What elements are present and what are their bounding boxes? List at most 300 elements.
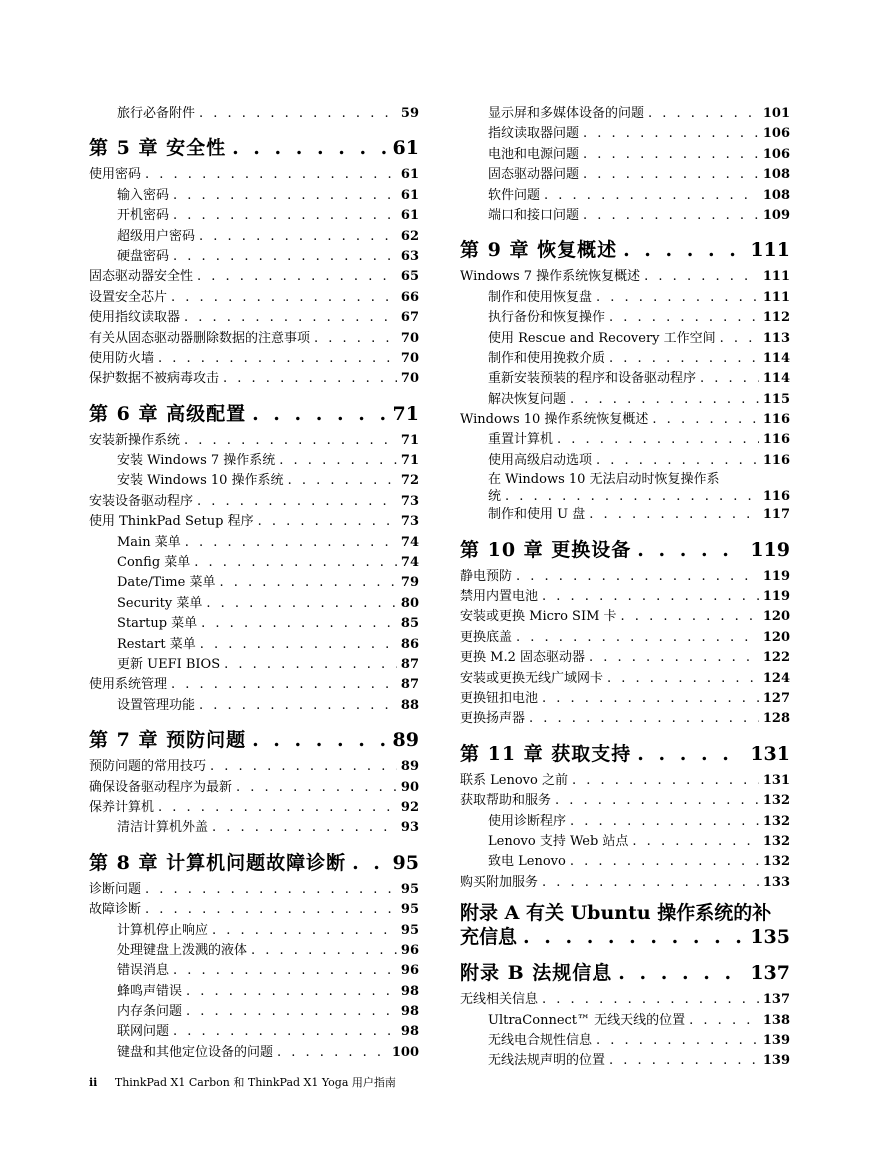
entry-page-number: 85 — [400, 616, 419, 632]
entry-title: 制作和使用挽救介质 — [488, 350, 606, 366]
dot-leader — [621, 607, 759, 627]
entry-title: 更新 UEFI BIOS — [117, 656, 221, 672]
dot-leader — [279, 451, 397, 471]
dot-leader — [570, 852, 759, 872]
toc-entry[interactable] — [460, 349, 790, 369]
toc-entry[interactable] — [89, 696, 419, 716]
dot-leader — [637, 534, 744, 567]
entry-title: 旅行必备附件 — [117, 106, 196, 121]
entry-title: 安装 Windows 10 操作系统 — [117, 473, 284, 489]
entry-title: Windows 7 操作系统恢复概述 — [460, 269, 641, 285]
entry-title: 键盘和其他定位设备的问题 — [117, 1044, 274, 1060]
dot-leader — [596, 288, 759, 308]
entry-page-number: 73 — [400, 514, 419, 530]
entry-title: 更换扬声器 — [460, 711, 526, 727]
chapter-page-number: 111 — [750, 239, 790, 262]
entry-title: 安装新操作系统 — [89, 432, 181, 448]
chapter-heading[interactable] — [89, 724, 419, 757]
toc-entry[interactable] — [460, 587, 790, 607]
dot-leader — [201, 614, 397, 634]
entry-title: Config 菜单 — [117, 555, 191, 571]
dot-leader — [314, 329, 397, 349]
dot-leader — [197, 492, 397, 512]
entry-page-number: 71 — [400, 453, 419, 469]
toc-entry[interactable] — [460, 471, 790, 505]
toc-entry[interactable] — [89, 431, 419, 451]
entry-title: Windows 10 操作系统恢复概述 — [460, 412, 649, 428]
entry-page-number: 74 — [400, 555, 419, 571]
chapter-heading[interactable] — [89, 847, 419, 880]
entry-title: 使用指纹读取器 — [89, 310, 181, 326]
toc-entry[interactable] — [89, 227, 419, 247]
entry-title: 使用防火墙 — [89, 350, 155, 366]
entry-title: 禁用内置电池 — [460, 589, 539, 605]
chapter-page-number: 137 — [750, 962, 790, 985]
entry-title: 设置管理功能 — [117, 697, 196, 713]
entry-title: 内存条问题 — [117, 1004, 183, 1020]
entry-page-number: 132 — [762, 813, 790, 829]
dot-leader — [200, 635, 397, 655]
dot-leader — [212, 818, 397, 838]
entry-page-number: 88 — [400, 697, 419, 713]
entry-page-number: 66 — [400, 289, 419, 305]
entry-page-number: 70 — [400, 350, 419, 366]
toc-entry[interactable] — [89, 675, 419, 695]
toc-entry[interactable] — [460, 430, 790, 450]
toc-entry[interactable] — [460, 505, 790, 525]
toc-entry[interactable] — [89, 471, 419, 491]
toc-entry[interactable] — [89, 492, 419, 512]
toc-entry[interactable] — [89, 288, 419, 308]
entry-title: 重置计算机 — [488, 432, 554, 448]
toc-entry[interactable] — [89, 941, 419, 961]
dot-leader — [589, 505, 759, 525]
entry-title: 购买附加服务 — [460, 874, 539, 890]
dot-leader — [632, 832, 758, 852]
entry-page-number: 100 — [391, 1044, 419, 1060]
entry-page-number: 95 — [400, 881, 419, 897]
entry-title: 更换底盖 — [460, 629, 513, 645]
dot-leader — [609, 1051, 759, 1071]
dot-leader — [184, 308, 397, 328]
entry-title: 无线相关信息 — [460, 992, 539, 1008]
toc-entry[interactable] — [89, 349, 419, 369]
chapter-title: 第 7 章 预防问题 — [89, 729, 247, 752]
toc-entry[interactable] — [89, 921, 419, 941]
entry-page-number: 87 — [400, 656, 419, 672]
toc-entry[interactable] — [89, 267, 419, 287]
toc-entry[interactable] — [89, 655, 419, 675]
entry-title: 获取帮助和服务 — [460, 793, 552, 809]
toc-entry[interactable] — [89, 186, 419, 206]
dot-leader — [689, 1011, 759, 1031]
entry-page-number: 96 — [400, 963, 419, 979]
toc-left-column — [89, 104, 419, 1063]
entry-page-number: 113 — [762, 330, 790, 346]
dot-leader — [583, 206, 759, 226]
entry-page-number: 109 — [762, 207, 790, 223]
entry-title: 使用系统管理 — [89, 677, 168, 693]
dot-leader — [210, 757, 397, 777]
dot-leader — [542, 990, 759, 1010]
toc-entry[interactable] — [460, 990, 790, 1010]
dot-leader — [637, 738, 744, 771]
dot-leader — [609, 349, 759, 369]
dot-leader — [171, 675, 397, 695]
dot-leader — [236, 778, 397, 798]
entry-title: Startup 菜单 — [117, 616, 198, 632]
toc-entry[interactable] — [460, 145, 790, 165]
entry-page-number: 116 — [762, 489, 790, 505]
entry-page-number: 128 — [762, 711, 790, 727]
chapter-page-number: 135 — [750, 926, 790, 949]
chapter-title-line2-row — [460, 925, 790, 949]
toc-entry[interactable] — [89, 982, 419, 1002]
entry-page-number: 132 — [762, 854, 790, 870]
dot-leader — [648, 104, 759, 124]
dot-leader — [288, 471, 397, 491]
entry-title: 显示屏和多媒体设备的问题 — [488, 106, 645, 121]
entry-page-number: 61 — [400, 167, 419, 183]
toc-entry[interactable] — [460, 308, 790, 328]
entry-title-line1: 在 Windows 10 无法启动时恢复操作系 — [488, 472, 720, 488]
toc-entry[interactable] — [89, 533, 419, 553]
dot-leader — [199, 696, 397, 716]
chapter-heading[interactable] — [460, 901, 790, 949]
toc-entry[interactable] — [89, 961, 419, 981]
entry-page-number: 70 — [400, 330, 419, 346]
dot-leader — [652, 410, 758, 430]
entry-page-number: 98 — [400, 1024, 419, 1040]
toc-entry[interactable] — [89, 247, 419, 267]
dot-leader — [185, 533, 397, 553]
entry-title: 使用诊断程序 — [488, 813, 567, 829]
entry-page-number: 138 — [762, 1012, 790, 1028]
entry-page-number: 114 — [762, 350, 790, 366]
toc-entry[interactable] — [89, 1002, 419, 1022]
toc-entry[interactable] — [460, 186, 790, 206]
entry-title: 联网问题 — [117, 1024, 170, 1040]
chapter-heading[interactable] — [460, 738, 790, 771]
toc-entry[interactable] — [460, 1051, 790, 1071]
entry-page-number: 132 — [762, 833, 790, 849]
toc-entry[interactable] — [460, 1031, 790, 1051]
dot-leader — [607, 669, 759, 689]
dot-leader — [173, 206, 397, 226]
dot-leader — [542, 689, 759, 709]
dot-leader — [596, 1031, 759, 1051]
toc-entry[interactable] — [89, 778, 419, 798]
toc-entry[interactable] — [89, 900, 419, 920]
entry-title: 处理键盘上泼溅的液体 — [117, 942, 248, 958]
chapter-page-number: 131 — [750, 742, 790, 765]
dot-leader — [570, 390, 759, 410]
dot-leader — [542, 587, 759, 607]
dot-leader — [219, 573, 396, 593]
entry-title: 诊断问题 — [89, 881, 142, 897]
entry-title: 预防问题的常用技巧 — [89, 759, 207, 775]
entry-title: 制作和使用恢复盘 — [488, 289, 593, 305]
entry-page-number: 89 — [400, 759, 419, 775]
entry-page-number: 70 — [400, 371, 419, 387]
toc-entry[interactable] — [89, 329, 419, 349]
toc-entry[interactable] — [460, 451, 790, 471]
toc-entry[interactable] — [460, 124, 790, 144]
footer-title: ThinkPad X1 Carbon 和 ThinkPad X1 Yoga 用户指南 — [114, 1076, 396, 1089]
entry-title: 保护数据不被病毒攻击 — [89, 371, 220, 387]
toc-entry[interactable] — [460, 852, 790, 872]
entry-title: 使用 ThinkPad Setup 程序 — [89, 514, 254, 530]
entry-page-number: 120 — [762, 609, 790, 625]
toc-entry[interactable] — [89, 1022, 419, 1042]
entry-page-number: 98 — [400, 1004, 419, 1020]
entry-page-number: 139 — [762, 1032, 790, 1048]
dot-leader — [251, 941, 397, 961]
toc-entry[interactable] — [89, 880, 419, 900]
entry-page-number: 116 — [762, 452, 790, 468]
toc-entry[interactable] — [460, 1011, 790, 1031]
dot-leader — [224, 655, 397, 675]
entry-title: 更换钮扣电池 — [460, 690, 539, 706]
dot-leader — [212, 921, 397, 941]
dot-leader — [516, 628, 759, 648]
entry-title: 有关从固态驱动器删除数据的注意事项 — [89, 330, 311, 346]
dot-leader — [194, 553, 397, 573]
dot-leader — [583, 145, 759, 165]
toc-entry[interactable] — [460, 329, 790, 349]
entry-title: 静电预防 — [460, 568, 513, 584]
toc-entry[interactable] — [89, 451, 419, 471]
dot-leader — [623, 234, 744, 267]
toc-entry[interactable] — [89, 594, 419, 614]
dot-leader — [206, 594, 397, 614]
entry-title: 使用密码 — [89, 167, 142, 183]
entry-title: 使用 Rescue and Recovery 工作空间 — [488, 330, 716, 346]
dot-leader — [258, 512, 397, 532]
dot-leader — [589, 648, 759, 668]
entry-title: 安装设备驱动程序 — [89, 493, 194, 509]
chapter-page-number: 95 — [392, 851, 419, 874]
dot-leader — [352, 847, 386, 880]
dot-leader — [199, 227, 397, 247]
dot-leader — [252, 724, 386, 757]
entry-title: 蜂鸣声错误 — [117, 983, 183, 999]
chapter-title-line2: 充信息 — [460, 926, 518, 949]
entry-title: 故障诊断 — [89, 902, 142, 918]
toc-entry[interactable] — [89, 512, 419, 532]
chapter-title: 第 9 章 恢复概述 — [460, 239, 618, 262]
entry-page-number: 98 — [400, 983, 419, 999]
toc-entry[interactable] — [89, 573, 419, 593]
dot-leader — [173, 186, 397, 206]
toc-entry[interactable] — [89, 635, 419, 655]
entry-page-number: 74 — [400, 534, 419, 550]
dot-leader — [173, 1022, 397, 1042]
entry-title: Security 菜单 — [117, 595, 203, 611]
toc-entry[interactable] — [460, 390, 790, 410]
toc-entry[interactable] — [460, 288, 790, 308]
chapter-title: 第 6 章 高级配置 — [89, 402, 247, 425]
toc-entry[interactable] — [460, 628, 790, 648]
toc-entry[interactable] — [460, 410, 790, 430]
toc-entry[interactable] — [460, 669, 790, 689]
entry-page-number: 122 — [762, 650, 790, 666]
entry-title: 硬盘密码 — [117, 248, 170, 264]
dot-leader — [644, 267, 759, 287]
entry-title: 设置安全芯片 — [89, 289, 168, 305]
entry-page-number: 59 — [400, 106, 419, 121]
entry-title: 安装 Windows 7 操作系统 — [117, 453, 276, 469]
toc-entry[interactable] — [89, 206, 419, 226]
chapter-page-number: 71 — [392, 402, 419, 425]
dot-leader — [173, 961, 397, 981]
chapter-heading[interactable] — [460, 534, 790, 567]
toc-entry[interactable] — [460, 607, 790, 627]
toc-entry[interactable] — [89, 1043, 419, 1063]
entry-page-number: 71 — [400, 432, 419, 448]
dot-leader — [544, 186, 759, 206]
toc-entry[interactable] — [89, 614, 419, 634]
entry-page-number: 86 — [400, 636, 419, 652]
entry-page-number: 61 — [400, 208, 419, 224]
toc-entry[interactable] — [460, 648, 790, 668]
dot-leader — [145, 900, 397, 920]
entry-page-number: 106 — [762, 146, 790, 162]
entry-page-number: 108 — [762, 187, 790, 203]
toc-entry[interactable] — [460, 369, 790, 389]
entry-title: 联系 Lenovo 之前 — [460, 772, 568, 788]
entry-page-number: 79 — [400, 575, 419, 591]
entry-page-number: 62 — [400, 228, 419, 244]
entry-title: 执行备份和恢复操作 — [488, 310, 606, 326]
toc-entry[interactable] — [460, 165, 790, 185]
toc-entry[interactable] — [460, 791, 790, 811]
entry-title: 输入密码 — [117, 187, 170, 203]
entry-page-number: 112 — [762, 310, 790, 326]
entry-title: 计算机停止响应 — [117, 922, 209, 938]
entry-page-number: 61 — [400, 187, 419, 203]
dot-leader — [523, 925, 744, 949]
toc-entry[interactable] — [460, 104, 790, 124]
dot-leader — [596, 451, 759, 471]
dot-leader — [542, 873, 759, 893]
entry-title: Lenovo 支持 Web 站点 — [488, 833, 629, 849]
entry-title: 错误消息 — [117, 963, 170, 979]
entry-page-number: 114 — [762, 371, 790, 387]
dot-leader — [700, 369, 759, 389]
dot-leader — [252, 398, 386, 431]
entry-page-number: 65 — [400, 269, 419, 285]
footer-page-number: ii — [89, 1076, 98, 1089]
entry-page-number: 133 — [762, 874, 790, 890]
chapter-heading[interactable] — [89, 398, 419, 431]
chapter-heading[interactable] — [89, 132, 419, 165]
chapter-page-number: 119 — [750, 538, 790, 561]
chapter-title: 第 5 章 安全性 — [89, 137, 227, 160]
entry-title: 清洁计算机外盖 — [117, 820, 209, 836]
dot-leader — [555, 791, 759, 811]
entry-title: UltraConnect™ 无线天线的位置 — [488, 1012, 686, 1028]
chapter-heading[interactable] — [460, 957, 790, 990]
toc-entry[interactable] — [460, 567, 790, 587]
dot-leader — [572, 771, 759, 791]
toc-entry[interactable] — [89, 104, 419, 124]
dot-leader — [158, 349, 397, 369]
chapter-page-number: 61 — [392, 137, 419, 160]
toc-entry[interactable] — [460, 267, 790, 287]
dot-leader — [173, 247, 397, 267]
dot-leader — [184, 431, 397, 451]
entry-page-number: 132 — [762, 793, 790, 809]
toc-entry[interactable] — [460, 689, 790, 709]
dot-leader — [583, 124, 759, 144]
toc-entry[interactable] — [460, 709, 790, 729]
toc-entry[interactable] — [89, 757, 419, 777]
toc-right-column — [460, 104, 790, 1072]
entry-page-number: 72 — [400, 473, 419, 489]
toc-entry[interactable] — [89, 165, 419, 185]
page-footer — [89, 1074, 396, 1090]
entry-page-number: 127 — [762, 690, 790, 706]
toc-entry[interactable] — [460, 873, 790, 893]
dot-leader — [232, 132, 386, 165]
dot-leader — [145, 165, 397, 185]
dot-leader — [516, 567, 759, 587]
entry-page-number: 124 — [762, 670, 790, 686]
dot-leader — [277, 1043, 388, 1063]
entry-title: Restart 菜单 — [117, 636, 196, 652]
dot-leader — [505, 488, 759, 505]
toc-entry[interactable] — [460, 206, 790, 226]
entry-title: 安装或更换 Micro SIM 卡 — [460, 609, 617, 625]
entry-page-number: 120 — [762, 629, 790, 645]
toc-entry[interactable] — [89, 553, 419, 573]
toc-entry[interactable] — [460, 812, 790, 832]
entry-title: Date/Time 菜单 — [117, 575, 216, 591]
entry-page-number: 95 — [400, 902, 419, 918]
entry-page-number: 67 — [400, 310, 419, 326]
entry-title-line2: 统 — [488, 489, 502, 505]
toc-entry[interactable] — [460, 771, 790, 791]
toc-entry[interactable] — [89, 369, 419, 389]
dot-leader — [197, 267, 397, 287]
entry-page-number: 108 — [762, 167, 790, 183]
chapter-title: 附录 B 法规信息 — [460, 962, 613, 985]
chapter-heading[interactable] — [460, 234, 790, 267]
entry-title: 指纹读取器问题 — [488, 126, 580, 142]
toc-entry[interactable] — [460, 832, 790, 852]
entry-page-number: 116 — [762, 432, 790, 448]
entry-page-number: 111 — [762, 289, 790, 305]
dot-leader — [158, 798, 397, 818]
dot-leader — [529, 709, 759, 729]
toc-entry[interactable] — [89, 798, 419, 818]
entry-page-number: 119 — [762, 589, 790, 605]
dot-leader — [186, 1002, 397, 1022]
entry-page-number: 119 — [762, 568, 790, 584]
chapter-title: 第 11 章 获取支持 — [460, 742, 632, 765]
dot-leader — [583, 165, 759, 185]
toc-entry[interactable] — [89, 308, 419, 328]
toc-entry[interactable] — [89, 818, 419, 838]
chapter-title-line1: 附录 A 有关 Ubuntu 操作系统的补 — [460, 902, 772, 925]
entry-title: 更换 M.2 固态驱动器 — [460, 650, 585, 666]
entry-title-line2-row — [488, 488, 790, 505]
entry-page-number: 137 — [762, 992, 790, 1008]
dot-leader — [570, 812, 759, 832]
entry-title: Main 菜单 — [117, 534, 181, 550]
entry-title: 无线法规声明的位置 — [488, 1053, 606, 1069]
